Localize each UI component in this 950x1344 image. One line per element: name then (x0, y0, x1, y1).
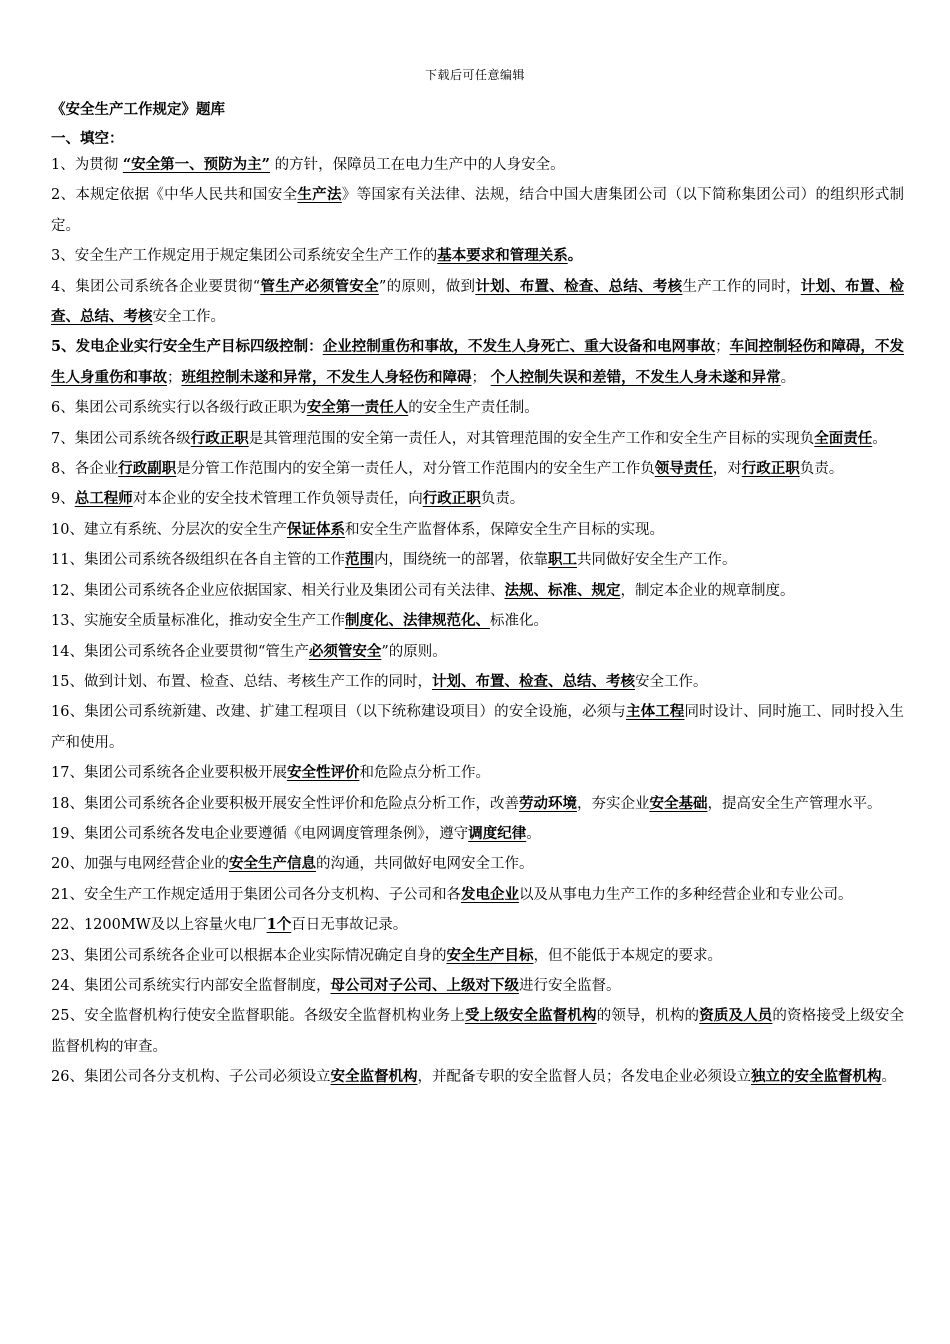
question-text: 14、集团公司系统各企业要贯彻“管生产 (51, 643, 309, 660)
question-item (51, 393, 904, 423)
answer-text: 安全第一责任人 (306, 399, 409, 417)
question-text: 的资格接受上级安全监督机构的审查。 (51, 1008, 905, 1055)
question-item (51, 272, 904, 333)
question-text: 的领导，机构的 (596, 1008, 700, 1025)
question-text: 7、集团公司系统各级 (51, 430, 191, 447)
question-text: 安全工作。 (152, 309, 225, 326)
question-item (51, 971, 904, 1001)
answer-text: 主体工程 (625, 703, 685, 721)
question-text: 4、集团公司系统各企业要贯彻“ (51, 278, 261, 295)
question-item (51, 697, 904, 758)
question-text: 内，围绕统一的部署，依靠 (373, 552, 548, 569)
answer-text: 管生产必须管安全 (260, 277, 379, 295)
question-text: 21、安全生产工作规定适用于集团公司各分支机构、子公司和各 (51, 886, 461, 903)
answer-text: 职工 (547, 551, 577, 569)
question-item (51, 545, 904, 575)
question-text: 20、加强与电网经营企业的 (51, 856, 229, 873)
answer-text: “安全第一、预防为主” (122, 156, 271, 173)
bold-text: 。 (567, 247, 583, 265)
question-list (51, 150, 904, 1093)
question-text: ”的原则。 (381, 643, 447, 660)
question-text: 标准化。 (489, 613, 548, 630)
answer-text: 个人控制失误和差错，不发生人身未遂和异常 (490, 368, 781, 386)
answer-text: 资质及人员 (699, 1007, 773, 1025)
question-text: 25、安全监督机构行使安全监督职能。各级安全监督机构业务上 (51, 1008, 465, 1025)
question-item (51, 576, 904, 606)
answer-text: 1个 (266, 916, 292, 934)
answer-text: 全面责任 (814, 429, 873, 447)
answer-text: 调度纪律 (468, 824, 527, 842)
question-text: 安全工作。 (634, 673, 708, 690)
question-text: 对本企业的安全技术管理工作负领导责任，向 (132, 491, 423, 508)
question-text: 18、集团公司系统各企业要积极开展安全性评价和危险点分析工作，改善 (51, 795, 519, 812)
question-text: 10、建立有系统、分层次的安全生产 (51, 521, 287, 538)
question-item (51, 484, 904, 514)
question-text: 和安全生产监督体系，保障安全生产目标的实现。 (344, 521, 664, 538)
question-text: 24、集团公司系统实行内部安全监督制度， (51, 977, 331, 994)
answer-text: 制度化、法律规范化、 (344, 612, 490, 630)
question-text: 同时设计、同时施工、同时投入生产和使用。 (51, 704, 905, 751)
question-item (51, 819, 904, 849)
question-text: 是其管理范围的安全第一责任人，对其管理范围的安全生产工作和安全生产目标的实现负 (248, 430, 815, 447)
question-text: 的方针，保障员工在电力生产中的人身安全。 (270, 157, 565, 173)
question-text: ，对 (712, 461, 742, 478)
question-text: ，并配备专职的安全监督人员；各发电企业必须设立 (417, 1069, 751, 1086)
answer-text: 发电企业 (460, 885, 519, 903)
answer-text: 行政副职 (118, 460, 177, 478)
answer-text: 安全生产目标 (446, 946, 534, 964)
question-text: ； (167, 369, 182, 386)
question-item (51, 424, 904, 454)
question-text: 17、集团公司系统各企业要积极开展 (51, 765, 287, 782)
question-item (51, 789, 904, 819)
question-text: 12、集团公司系统各企业应依据国家、相关行业及集团公司有关法律、 (51, 582, 505, 599)
question-text: ； (471, 369, 491, 386)
bold-text: 5、发电企业实行安全生产目标四级控制： (51, 338, 323, 356)
question-text: ； (715, 339, 730, 356)
answer-text: 车间控制轻伤和障碍，不发生人身重伤和事故 (51, 338, 905, 386)
question-text: 6、集团公司系统实行以各级行政正职为 (51, 400, 307, 417)
answer-text: 法规、标准、规定 (504, 581, 621, 599)
question-text: 。 (526, 825, 541, 842)
answer-text: 领导责任 (654, 460, 713, 478)
question-item (51, 180, 904, 241)
question-item (51, 849, 904, 879)
answer-text: 范围 (344, 551, 374, 569)
document-title: 《安全生产工作规定》题库 (51, 101, 225, 118)
question-text: 11、集团公司系统各级组织在各自主管的工作 (51, 552, 345, 569)
question-text: 1、为贯彻 (51, 157, 123, 173)
question-text: 》等国家有关法律、法规，结合中国大唐集团公司（以下简称集团公司）的组织形式制定。 (51, 187, 905, 234)
answer-text: 母公司对子公司、上级对下级 (330, 976, 519, 994)
question-item (51, 1001, 904, 1062)
answer-text: 安全生产信息 (228, 855, 316, 873)
question-text: 8、各企业 (51, 461, 119, 478)
question-text: 16、集团公司系统新建、改建、扩建工程项目（以下统称建设项目）的安全设施，必须与 (51, 704, 626, 721)
question-text: 2、本规定依据《中华人民共和国安全 (51, 187, 298, 204)
question-item (51, 515, 904, 545)
question-text: 以及从事电力生产工作的多种经营企业和专业公司。 (518, 886, 853, 903)
question-text: 百日无事故记录。 (291, 917, 408, 934)
answer-text: 行政正职 (422, 490, 481, 508)
answer-text: 必须管安全 (308, 642, 382, 660)
question-text: 23、集团公司系统各企业可以根据本企业实际情况确定自身的 (51, 947, 447, 964)
question-text: 的安全生产责任制。 (408, 400, 539, 417)
question-item (51, 910, 904, 940)
question-item (51, 332, 904, 393)
question-item (51, 241, 904, 271)
answer-text: 行政正职 (190, 429, 249, 447)
question-text: 。 (872, 430, 887, 447)
question-text: ，夯实企业 (576, 795, 650, 812)
question-text: 。 (780, 369, 796, 386)
question-text: ，但不能低于本规定的要求。 (533, 947, 722, 964)
question-text: 负责。 (480, 491, 525, 508)
question-item (51, 150, 904, 180)
question-text: 生产工作的同时， (682, 278, 801, 295)
question-item (51, 941, 904, 971)
answer-text: 行政正职 (741, 460, 800, 478)
answer-text: 企业控制重伤和事故，不发生人身死亡、重大设备和电网事故 (322, 338, 716, 356)
question-text: ，制定本企业的规章制度。 (620, 582, 795, 599)
answer-text: 劳动环境 (518, 794, 577, 812)
question-text: 9、 (51, 491, 75, 508)
answer-text: 计划、布置、检查、总结、考核 (51, 277, 905, 326)
answer-text: 保证体系 (286, 520, 345, 538)
question-item (51, 637, 904, 667)
question-text: 的沟通，共同做好电网安全工作。 (315, 856, 534, 873)
question-item (51, 1062, 904, 1092)
question-text: 22、1200MW及以上容量火电厂 (51, 917, 267, 934)
answer-text: 安全监督机构 (330, 1068, 418, 1086)
question-text: 和危险点分析工作。 (359, 765, 490, 782)
answer-text: 安全性评价 (286, 764, 360, 782)
answer-text: 计划、布置、检查、总结、考核 (475, 277, 683, 295)
question-text: 15、做到计划、布置、检查、总结、考核生产工作的同时， (51, 673, 432, 690)
answer-text: 生产法 (297, 186, 342, 204)
question-text: 19、集团公司系统各发电企业要遵循《电网调度管理条例》，遵守 (51, 825, 469, 842)
question-item (51, 454, 904, 484)
question-text: ，提高安全生产管理水平。 (707, 795, 882, 812)
section-heading: 一、填空： (51, 130, 124, 147)
question-text: 3、安全生产工作规定用于规定集团公司系统安全生产工作的 (51, 248, 438, 265)
question-text: 13、实施安全质量标准化，推动安全生产工作 (51, 613, 345, 630)
question-item (51, 667, 904, 697)
question-item (51, 758, 904, 788)
question-text: 进行安全监督。 (518, 977, 621, 994)
answer-text: 班组控制未遂和异常，不发生人身轻伤和障碍 (181, 368, 472, 386)
question-text: 。 (881, 1069, 896, 1086)
answer-text: 基本要求和管理关系 (437, 247, 568, 265)
answer-text: 独立的安全监督机构 (750, 1068, 882, 1086)
question-text: 负责。 (799, 461, 844, 478)
question-text: ”的原则，做到 (378, 278, 476, 295)
answer-text: 安全基础 (649, 794, 708, 812)
question-text: 是分管工作范围内的安全第一责任人，对分管工作范围内的安全生产工作负 (176, 461, 655, 478)
answer-text: 总工程师 (74, 490, 133, 508)
question-text: 26、集团公司各分支机构、子公司必须设立 (51, 1069, 331, 1086)
answer-text: 受上级安全监督机构 (464, 1007, 597, 1025)
answer-text: 计划、布置、检查、总结、考核 (431, 672, 635, 690)
question-item (51, 606, 904, 636)
question-item (51, 880, 904, 910)
page-header: 下载后可任意编辑 (424, 68, 525, 82)
question-text: 共同做好安全生产工作。 (576, 552, 737, 569)
